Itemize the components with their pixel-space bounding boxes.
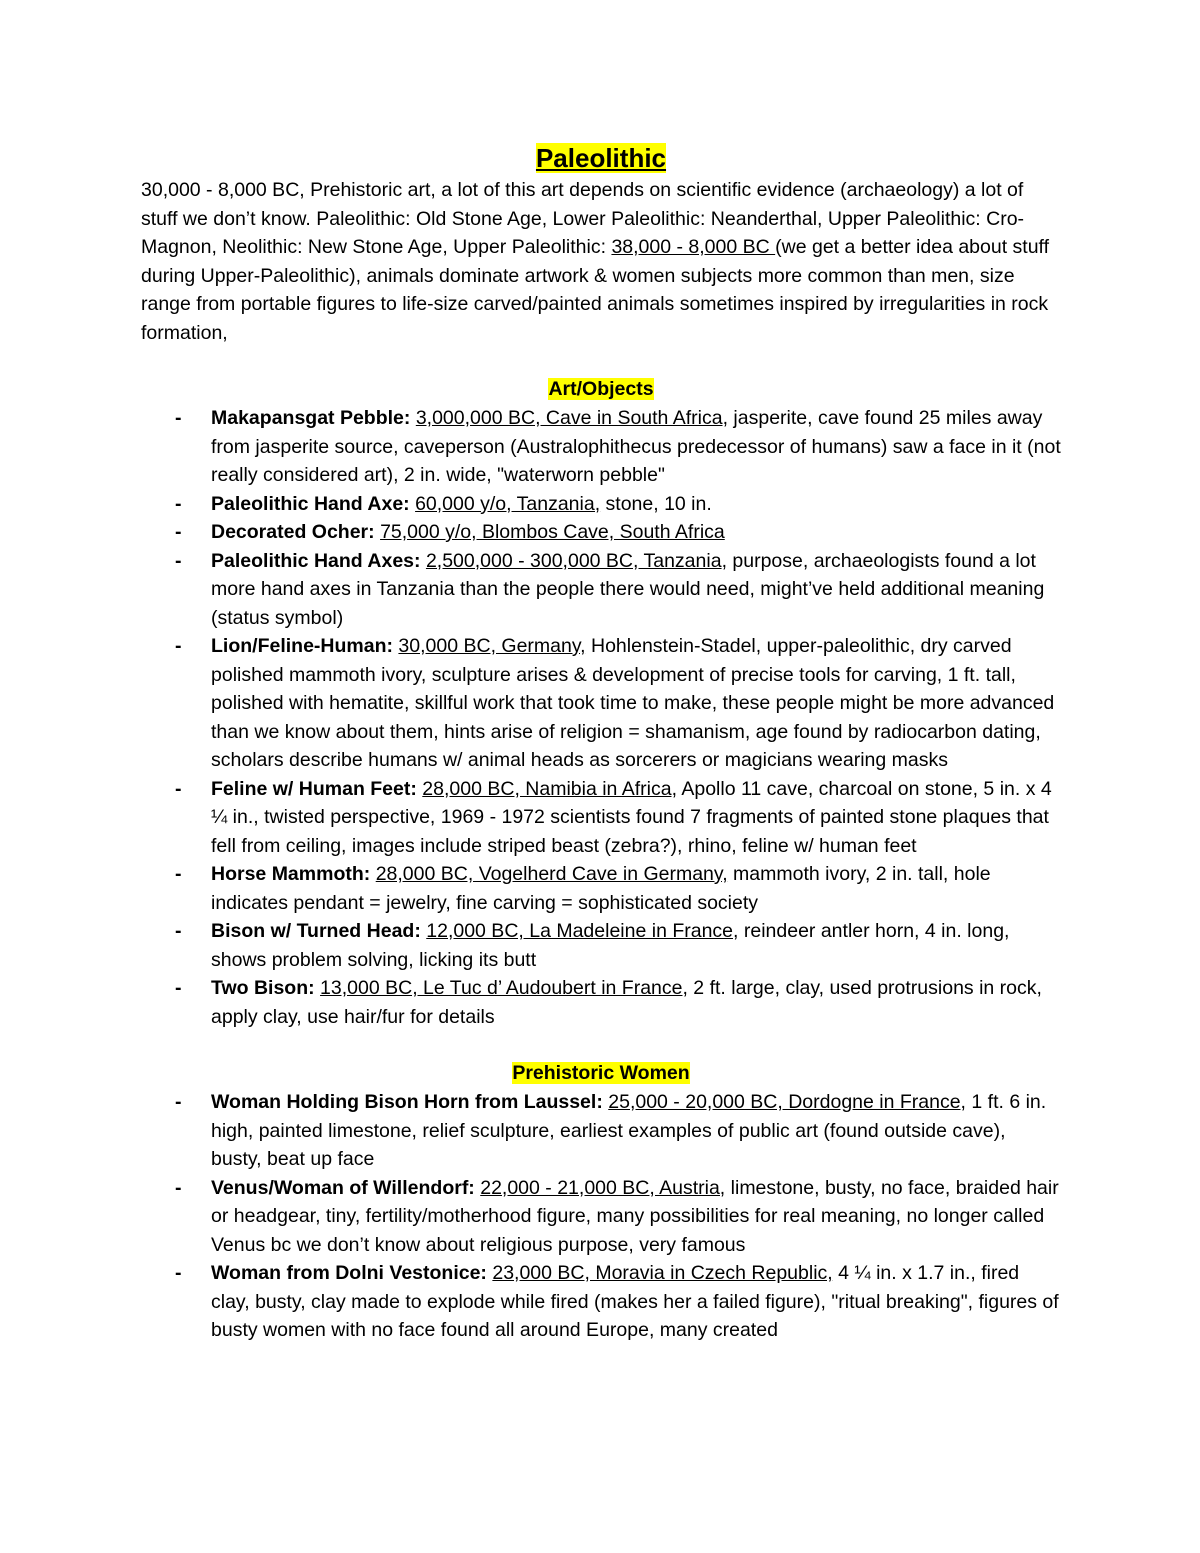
- item-date-location: 13,000 BC, Le Tuc d’ Audoubert in France,: [320, 977, 688, 999]
- item-date-location: 22,000 - 21,000 BC, Austria,: [480, 1176, 726, 1199]
- section-heading-text: Art/Objects: [548, 378, 654, 400]
- item-date-location: 28,000 BC, Vogelherd Cave in Germany,: [375, 863, 728, 885]
- item-description: Hohlenstein-Stadel, upper-paleolithic, dry carved polished mammoth ivory, sculpture arises & development of precise tools for carving, 1 ft. tall, polished with hematite, skillful work that took time to make, these people might be more advanced than we know about them, hints arise of religion = shamanism, age found by radiocarbon dating, scholars describe humans w/ animal heads as sorcerers or magicians wearing masks: [211, 635, 1055, 771]
- section-heading-text: Prehistoric Women: [512, 1062, 690, 1084]
- item-date-location: 2,500,000 - 300,000 BC, Tanzania: [425, 549, 722, 572]
- item-date-location: 75,000 y/o, Blombos Cave, South Africa: [380, 521, 725, 543]
- item-date-location: 30,000 BC, Germany,: [398, 635, 586, 657]
- document-page: [141, 142, 1061, 1345]
- item-name: Paleolithic Hand Axes:: [211, 549, 421, 572]
- item-name: Bison w/ Turned Head:: [211, 920, 421, 942]
- list-item: [141, 917, 1061, 974]
- item-description: 1 ft. 6 in. high, painted limestone, relief sculpture, earliest examples of public art (found outside cave), busty, beat up face: [211, 1091, 1047, 1170]
- item-name: Paleolithic Hand Axe:: [211, 492, 410, 515]
- item-date-location: 25,000 - 20,000 BC, Dordogne in France,: [608, 1091, 966, 1113]
- list-item: [141, 860, 1061, 917]
- item-date-location: 3,000,000 BC, Cave in South Africa,: [415, 407, 729, 429]
- section-prehistoric-women: [141, 1059, 1061, 1345]
- section-art-objects: [141, 375, 1061, 1031]
- item-date-location: 12,000 BC, La Madeleine in France,: [426, 920, 739, 942]
- item-description: , purpose, archaeologists found a lot more hand axes in Tanzania than the people there would need, might’ve held additional meaning (status symbol): [211, 549, 1045, 629]
- item-name: Two Bison:: [211, 977, 315, 999]
- list-item: [141, 547, 1061, 633]
- intro-text-before: 30,000 - 8,000 BC, Prehistoric art, a lot of this art depends on scientific evidence (archaeology) a lot of stuff we don’t know. Paleolithic: Old Stone Age, Lower Paleolithic: Neanderthal, Upper Paleolithic: Cro-Magnon, Neolithic: New Stone Age, Upper Paleolithic:: [141, 179, 1025, 258]
- intro-underlined-date: 38,000 - 8,000 BC: [611, 236, 776, 258]
- intro-paragraph: [141, 176, 1061, 347]
- item-name: Woman Holding Bison Horn from Laussel:: [211, 1091, 603, 1113]
- item-description: 4 ¼ in. x 1.7 in., fired clay, busty, clay made to explode while fired (makes her a failed figure), "ritual breaking", figures of busty women with no face found all around Europe, many created: [211, 1262, 1059, 1341]
- list-item: [141, 1259, 1061, 1345]
- list-item: [141, 1174, 1061, 1260]
- list-item: [141, 404, 1061, 490]
- item-description: stone, 10 in.: [600, 492, 712, 515]
- list-item: [141, 775, 1061, 861]
- section-heading: [141, 375, 1061, 404]
- item-description: mammoth ivory, 2 in. tall, hole indicates pendant = jewelry, fine carving = sophisticated society: [211, 863, 991, 914]
- item-date-location: 23,000 BC, Moravia in Czech Republic,: [492, 1262, 833, 1284]
- item-name: Feline w/ Human Feet:: [211, 777, 417, 800]
- list-item: [141, 974, 1061, 1031]
- item-description: jasperite, cave found 25 miles away from jasperite source, caveperson (Australophithecus predecessor of humans) saw a face in it (not really considered art), 2 in. wide, "waterworn pebble": [211, 407, 1061, 486]
- list-item: [141, 518, 1061, 547]
- item-name: Decorated Ocher:: [211, 521, 375, 543]
- list-item: [141, 632, 1061, 775]
- item-description: reindeer antler horn, 4 in. long, shows problem solving, licking its butt: [211, 920, 1010, 971]
- list-item: [141, 1088, 1061, 1174]
- item-date-location: 60,000 y/o, Tanzania,: [415, 492, 601, 515]
- item-list: [141, 404, 1061, 1031]
- section-heading: [141, 1059, 1061, 1088]
- item-description: Apollo 11 cave, charcoal on stone, 5 in. x 4 ¼ in., twisted perspective, 1969 - 1972 scientists found 7 fragments of painted stone plaques that fell from ceiling, images include striped beast (zebra?), rhino, feline w/ human feet: [211, 777, 1052, 857]
- document-title: [141, 142, 1061, 174]
- item-name: Venus/Woman of Willendorf:: [211, 1176, 475, 1199]
- item-name: Makapansgat Pebble:: [211, 407, 411, 429]
- item-name: Horse Mammoth:: [211, 863, 371, 885]
- item-name: Lion/Feline-Human:: [211, 635, 393, 657]
- list-item: [141, 490, 1061, 519]
- item-name: Woman from Dolni Vestonice:: [211, 1262, 487, 1284]
- item-date-location: 28,000 BC, Namibia in Africa,: [422, 777, 678, 800]
- item-list: [141, 1088, 1061, 1345]
- item-description: limestone, busty, no face, braided hair or headgear, tiny, fertility/motherhood figure, many possibilities for real meaning, no longer called Venus bc we don’t know about religious purpose, very famous: [211, 1176, 1059, 1256]
- title-text: Paleolithic: [535, 143, 667, 173]
- item-description: 2 ft. large, clay, used protrusions in rock, apply clay, use hair/fur for details: [211, 977, 1042, 1028]
- intro-text-after: (we get a better idea about stuff during Upper-Paleolithic), animals dominate artwork & women subjects more common than men, size range from portable figures to life-size carved/painted animals sometimes inspired by irregularities in rock formation,: [141, 236, 1050, 344]
